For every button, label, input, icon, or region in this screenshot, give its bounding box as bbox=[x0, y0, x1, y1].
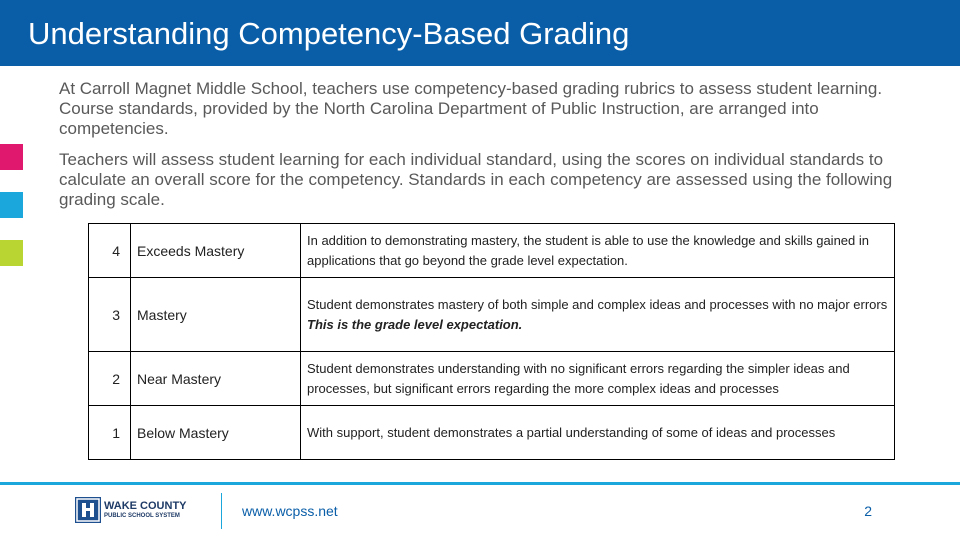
score-cell: 2 bbox=[89, 352, 131, 406]
level-cell: Exceeds Mastery bbox=[131, 224, 301, 278]
table-row bbox=[89, 352, 895, 406]
level-cell: Mastery bbox=[131, 278, 301, 352]
level-cell: Below Mastery bbox=[131, 406, 301, 460]
description-cell bbox=[301, 352, 895, 406]
level-cell: Near Mastery bbox=[131, 352, 301, 406]
assessment-paragraph: Teachers will assess student learning for each individual standard, using the scores on individual standards to calculate an overall score for the competency. Standards in each competency are assessed using the following grading scale. bbox=[59, 150, 893, 209]
footer-vertical-divider bbox=[221, 493, 222, 529]
score-cell: 3 bbox=[89, 278, 131, 352]
description-text: In addition to demonstrating mastery, the student is able to use the knowledge and skills gained in applications that go beyond the grade level expectation. bbox=[307, 232, 869, 268]
accent-pink bbox=[0, 144, 23, 170]
logo-subtitle: PUBLIC SCHOOL SYSTEM bbox=[104, 513, 180, 519]
grading-scale-table bbox=[88, 223, 895, 460]
grade-level-note: This is the grade level expectation. bbox=[307, 316, 523, 332]
description-text: With support, student demonstrates a partial understanding of some of ideas and processes bbox=[307, 424, 836, 440]
title-bar bbox=[0, 0, 960, 66]
accent-blue bbox=[0, 192, 23, 218]
website-link[interactable]: www.wcpss.net bbox=[242, 503, 338, 519]
description-text: Student demonstrates understanding with no significant errors regarding the simpler ideas and processes, but significant errors regarding the more complex ideas and processes bbox=[307, 360, 850, 396]
table-row bbox=[89, 224, 895, 278]
description-cell bbox=[301, 406, 895, 460]
description-cell bbox=[301, 224, 895, 278]
wcpss-logo bbox=[75, 495, 205, 525]
footer-divider-line bbox=[0, 482, 960, 485]
table-row bbox=[89, 406, 895, 460]
wcpss-logo-icon bbox=[75, 497, 101, 523]
accent-green bbox=[0, 240, 23, 266]
score-cell: 1 bbox=[89, 406, 131, 460]
logo-name: WAKE COUNTY bbox=[104, 500, 187, 512]
page-number: 2 bbox=[864, 503, 872, 519]
description-cell bbox=[301, 278, 895, 352]
score-cell: 4 bbox=[89, 224, 131, 278]
slide-title: Understanding Competency-Based Grading bbox=[28, 16, 630, 51]
description-text: Student demonstrates mastery of both simple and complex ideas and processes with no major errors bbox=[307, 296, 888, 312]
table-row bbox=[89, 278, 895, 352]
intro-paragraph: At Carroll Magnet Middle School, teachers use competency-based grading rubrics to assess student learning. Course standards, provided by the North Carolina Department of Public Instruction, are arranged into competencies. bbox=[59, 79, 883, 138]
